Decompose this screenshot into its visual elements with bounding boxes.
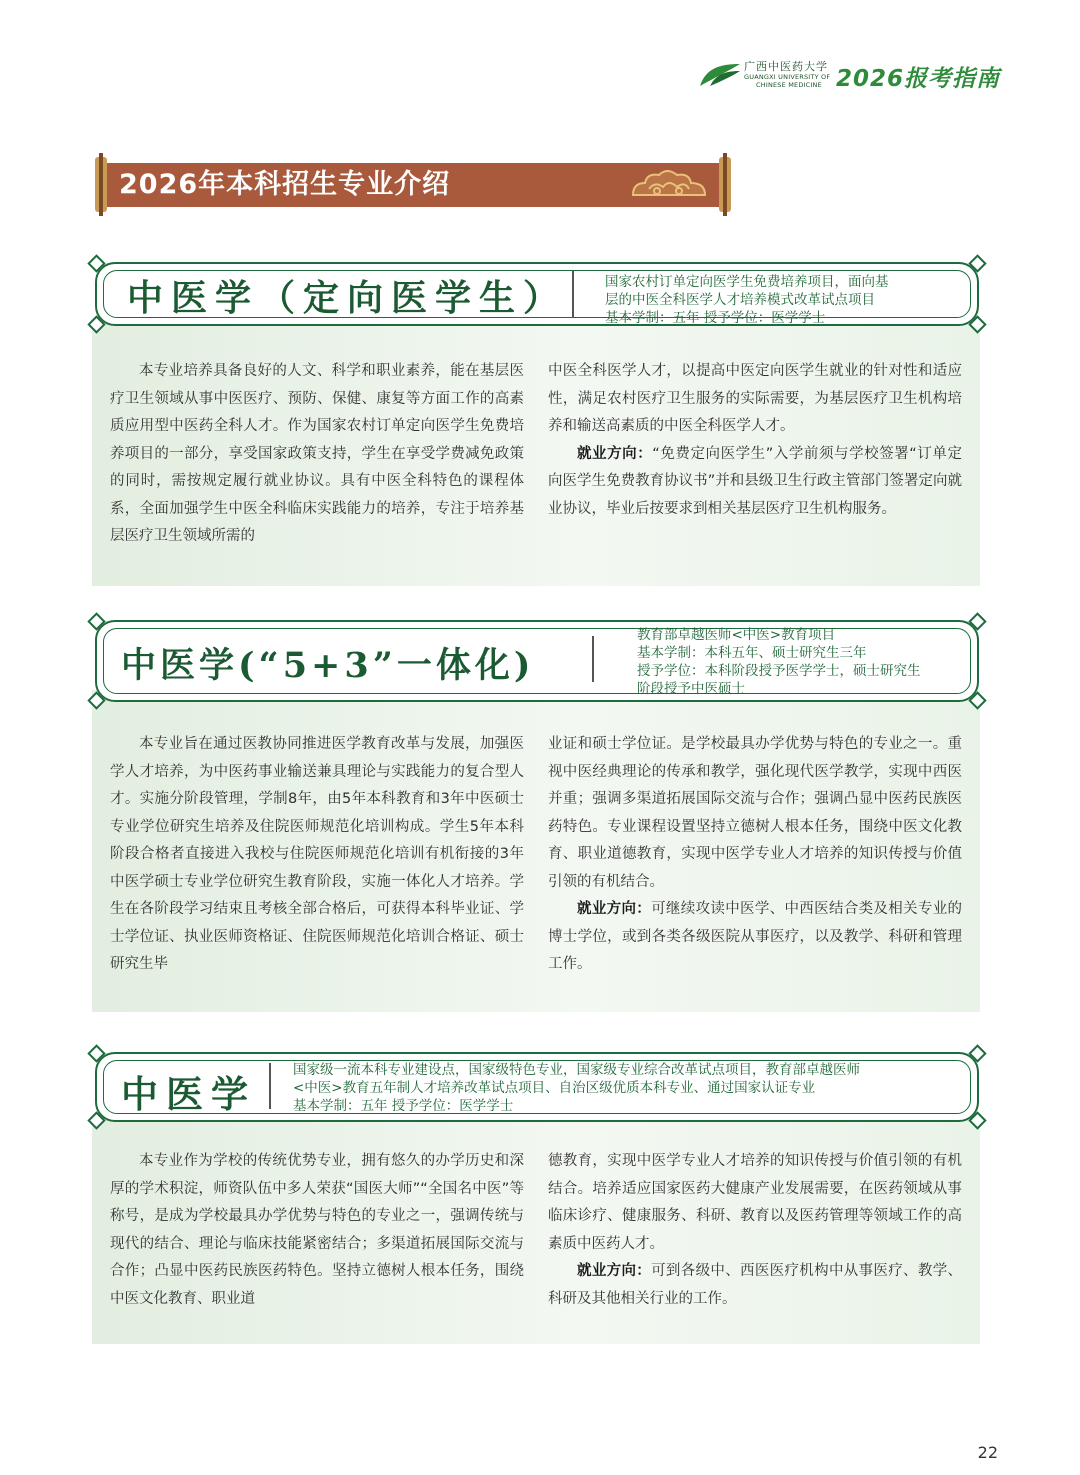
logo-leaf-icon bbox=[696, 62, 742, 88]
program-title-box bbox=[95, 1052, 979, 1122]
program-title-box bbox=[95, 620, 979, 702]
guide-title: 2026报考指南 bbox=[836, 66, 1001, 92]
page-number: 22 bbox=[977, 1443, 998, 1462]
program-section-2 bbox=[0, 620, 1080, 1020]
description-paragraph-cont: 业证和硕士学位证。是学校最具办学优势与特色的专业之一。重视中医经典理论的传承和教学，强化现代医学教学，实现中西医并重；强调多渠道拓展国际交流与合作；强调凸显中医药民族医药特色。专业课程设置坚持立德树人根本任务，围绕中医文化教育、职业道德教育，实现中医学专业人才培养的知识传授与价值引领的有机结合。 bbox=[548, 736, 962, 890]
meta-line: 基本学制：五年 授予学位：医学学士 bbox=[605, 310, 826, 326]
program-text-right bbox=[548, 1148, 962, 1313]
program-title: 中医学（定向医学生） bbox=[127, 277, 568, 319]
program-meta bbox=[293, 1061, 860, 1115]
corner-ornament bbox=[87, 1044, 105, 1062]
corner-ornament bbox=[968, 1044, 986, 1062]
program-section-1 bbox=[0, 262, 1080, 592]
program-text-left bbox=[110, 358, 524, 551]
meta-line: 教育部卓越医师<中医>教育项目 bbox=[637, 627, 836, 643]
program-text-left bbox=[110, 731, 524, 979]
program-title: 中医学(“5+3”一体化) bbox=[121, 645, 535, 686]
corner-ornament bbox=[87, 254, 105, 272]
program-title: 中医学 bbox=[121, 1072, 256, 1116]
divider bbox=[572, 271, 574, 317]
university-name-cn: 广西中医药大学 bbox=[744, 60, 828, 73]
corner-ornament bbox=[968, 254, 986, 272]
program-title-box bbox=[95, 262, 979, 326]
meta-line: 授予学位：本科阶段授予医学学士，硕士研究生 bbox=[637, 663, 921, 679]
program-text-right bbox=[548, 358, 962, 523]
description-paragraph: 本专业培养具备良好的人文、科学和职业素养，能在基层医疗卫生领域从事中医医疗、预防、保健、康复等方面工作的高素质应用型中医药全科人才。作为国家农村订单定向医学生免费培养项目的一部分，享受国家政策支持，学生在享受学费减免政策的同时，需按规定履行就业协议。具有中医全科特色的课程体系，全面加强学生中医全科临床实践能力的培养，专注于培养基层医疗卫生领域所需的 bbox=[110, 363, 524, 544]
meta-line: <中医>教育五年制人才培养改革试点项目、自治区级优质本科专业、通过国家认证专业 bbox=[293, 1080, 816, 1096]
meta-line: 基本学制：五年 授予学位：医学学士 bbox=[293, 1098, 514, 1114]
description-paragraph: 本专业旨在通过医教协同推进医学教育改革与发展，加强医学人才培养，为中医药事业输送兼具理论与实践能力的复合型人才。实施分阶段管理，学制8年，由5年本科教育和3年中医硕士专业学位研究生培养及住院医师规范化培训构成。学生5年本科阶段合格者直接进入我校与住院医师规范化培训有机衔接的3年中医学硕士专业学位研究生教育阶段，实施一体化人才培养。学生在各阶段学习结束且考核全部合格后，可获得本科毕业证、学士学位证、执业医师资格证、住院医师规范化培训合格证、硕士研究生毕 bbox=[110, 736, 524, 972]
university-name-en-2: CHINESE MEDICINE bbox=[756, 81, 822, 89]
meta-line: 国家农村订单定向医学生免费培养项目，面向基 bbox=[605, 274, 889, 290]
meta-line: 基本学制：本科五年、硕士研究生三年 bbox=[637, 645, 867, 661]
description-paragraph-cont: 中医全科医学人才，以提高中医定向医学生就业的针对性和适应性，满足农村医疗卫生服务的实际需要，为基层医疗卫生机构培养和输送高素质的中医全科医学人才。 bbox=[548, 363, 962, 434]
program-text-right bbox=[548, 731, 962, 979]
program-meta bbox=[605, 273, 889, 327]
divider bbox=[269, 1063, 271, 1109]
divider bbox=[592, 636, 594, 682]
employment-text: “免费定向医学生”入学前须与学校签署“订单定向医学生免费教育协议书”并和县级卫生行政主管部门签署定向就业协议，毕业后按要求到相关基层医疗卫生机构服务。 bbox=[548, 445, 962, 517]
program-text-left bbox=[110, 1148, 524, 1313]
employment-label: 就业方向： bbox=[577, 445, 653, 462]
meta-line: 层的中医全科医学人才培养模式改革试点项目 bbox=[605, 292, 875, 308]
program-meta bbox=[637, 626, 921, 698]
employment-text: 可继续攻读中医学、中西医结合类及相关专业的博士学位，或到各类各级医院从事医疗，以及教学、科研和管理工作。 bbox=[548, 901, 963, 972]
meta-line: 阶段授予中医硕士 bbox=[637, 681, 745, 697]
description-paragraph-cont: 德教育，实现中医学专业人才培养的知识传授与价值引领的有机结合。培养适应国家医药大健康产业发展需要，在医药领域从事临床诊疗、健康服务、科研、教育以及医药管理等领域工作的高素质中医药人才。 bbox=[548, 1153, 962, 1252]
university-logo bbox=[696, 58, 1026, 98]
employment-paragraph bbox=[548, 441, 962, 524]
cloud-ornament-icon bbox=[627, 167, 713, 203]
employment-text: 可到各级中、西医医疗机构中从事医疗、教学、科研及其他相关行业的工作。 bbox=[548, 1263, 963, 1307]
program-section-3 bbox=[0, 1052, 1080, 1352]
employment-label: 就业方向： bbox=[577, 901, 652, 917]
employment-label: 就业方向： bbox=[577, 1263, 652, 1279]
section-banner bbox=[95, 157, 731, 212]
scroll-rod-right bbox=[723, 153, 727, 216]
employment-paragraph bbox=[548, 896, 962, 979]
meta-line: 国家级一流本科专业建设点，国家级特色专业，国家级专业综合改革试点项目，教育部卓越医师 bbox=[293, 1062, 860, 1078]
description-paragraph: 本专业作为学校的传统优势专业，拥有悠久的办学历史和深厚的学术积淀，师资队伍中多人荣获“国医大师”“全国名中医”等称号，是成为学校最具办学优势与特色的专业之一，强调传统与现代的结合、理论与临床技能紧密结合；多渠道拓展国际交流与合作；凸显中医药民族医药特色。坚持立德树人根本任务，围绕中医文化教育、职业道 bbox=[110, 1153, 524, 1307]
scroll-rod-left bbox=[99, 153, 103, 216]
university-name-en: GUANGXI UNIVERSITY OF bbox=[744, 73, 831, 81]
employment-paragraph bbox=[548, 1258, 962, 1313]
corner-ornament bbox=[968, 612, 986, 630]
banner-title: 2026年本科招生专业介绍 bbox=[119, 169, 451, 200]
corner-ornament bbox=[87, 612, 105, 630]
